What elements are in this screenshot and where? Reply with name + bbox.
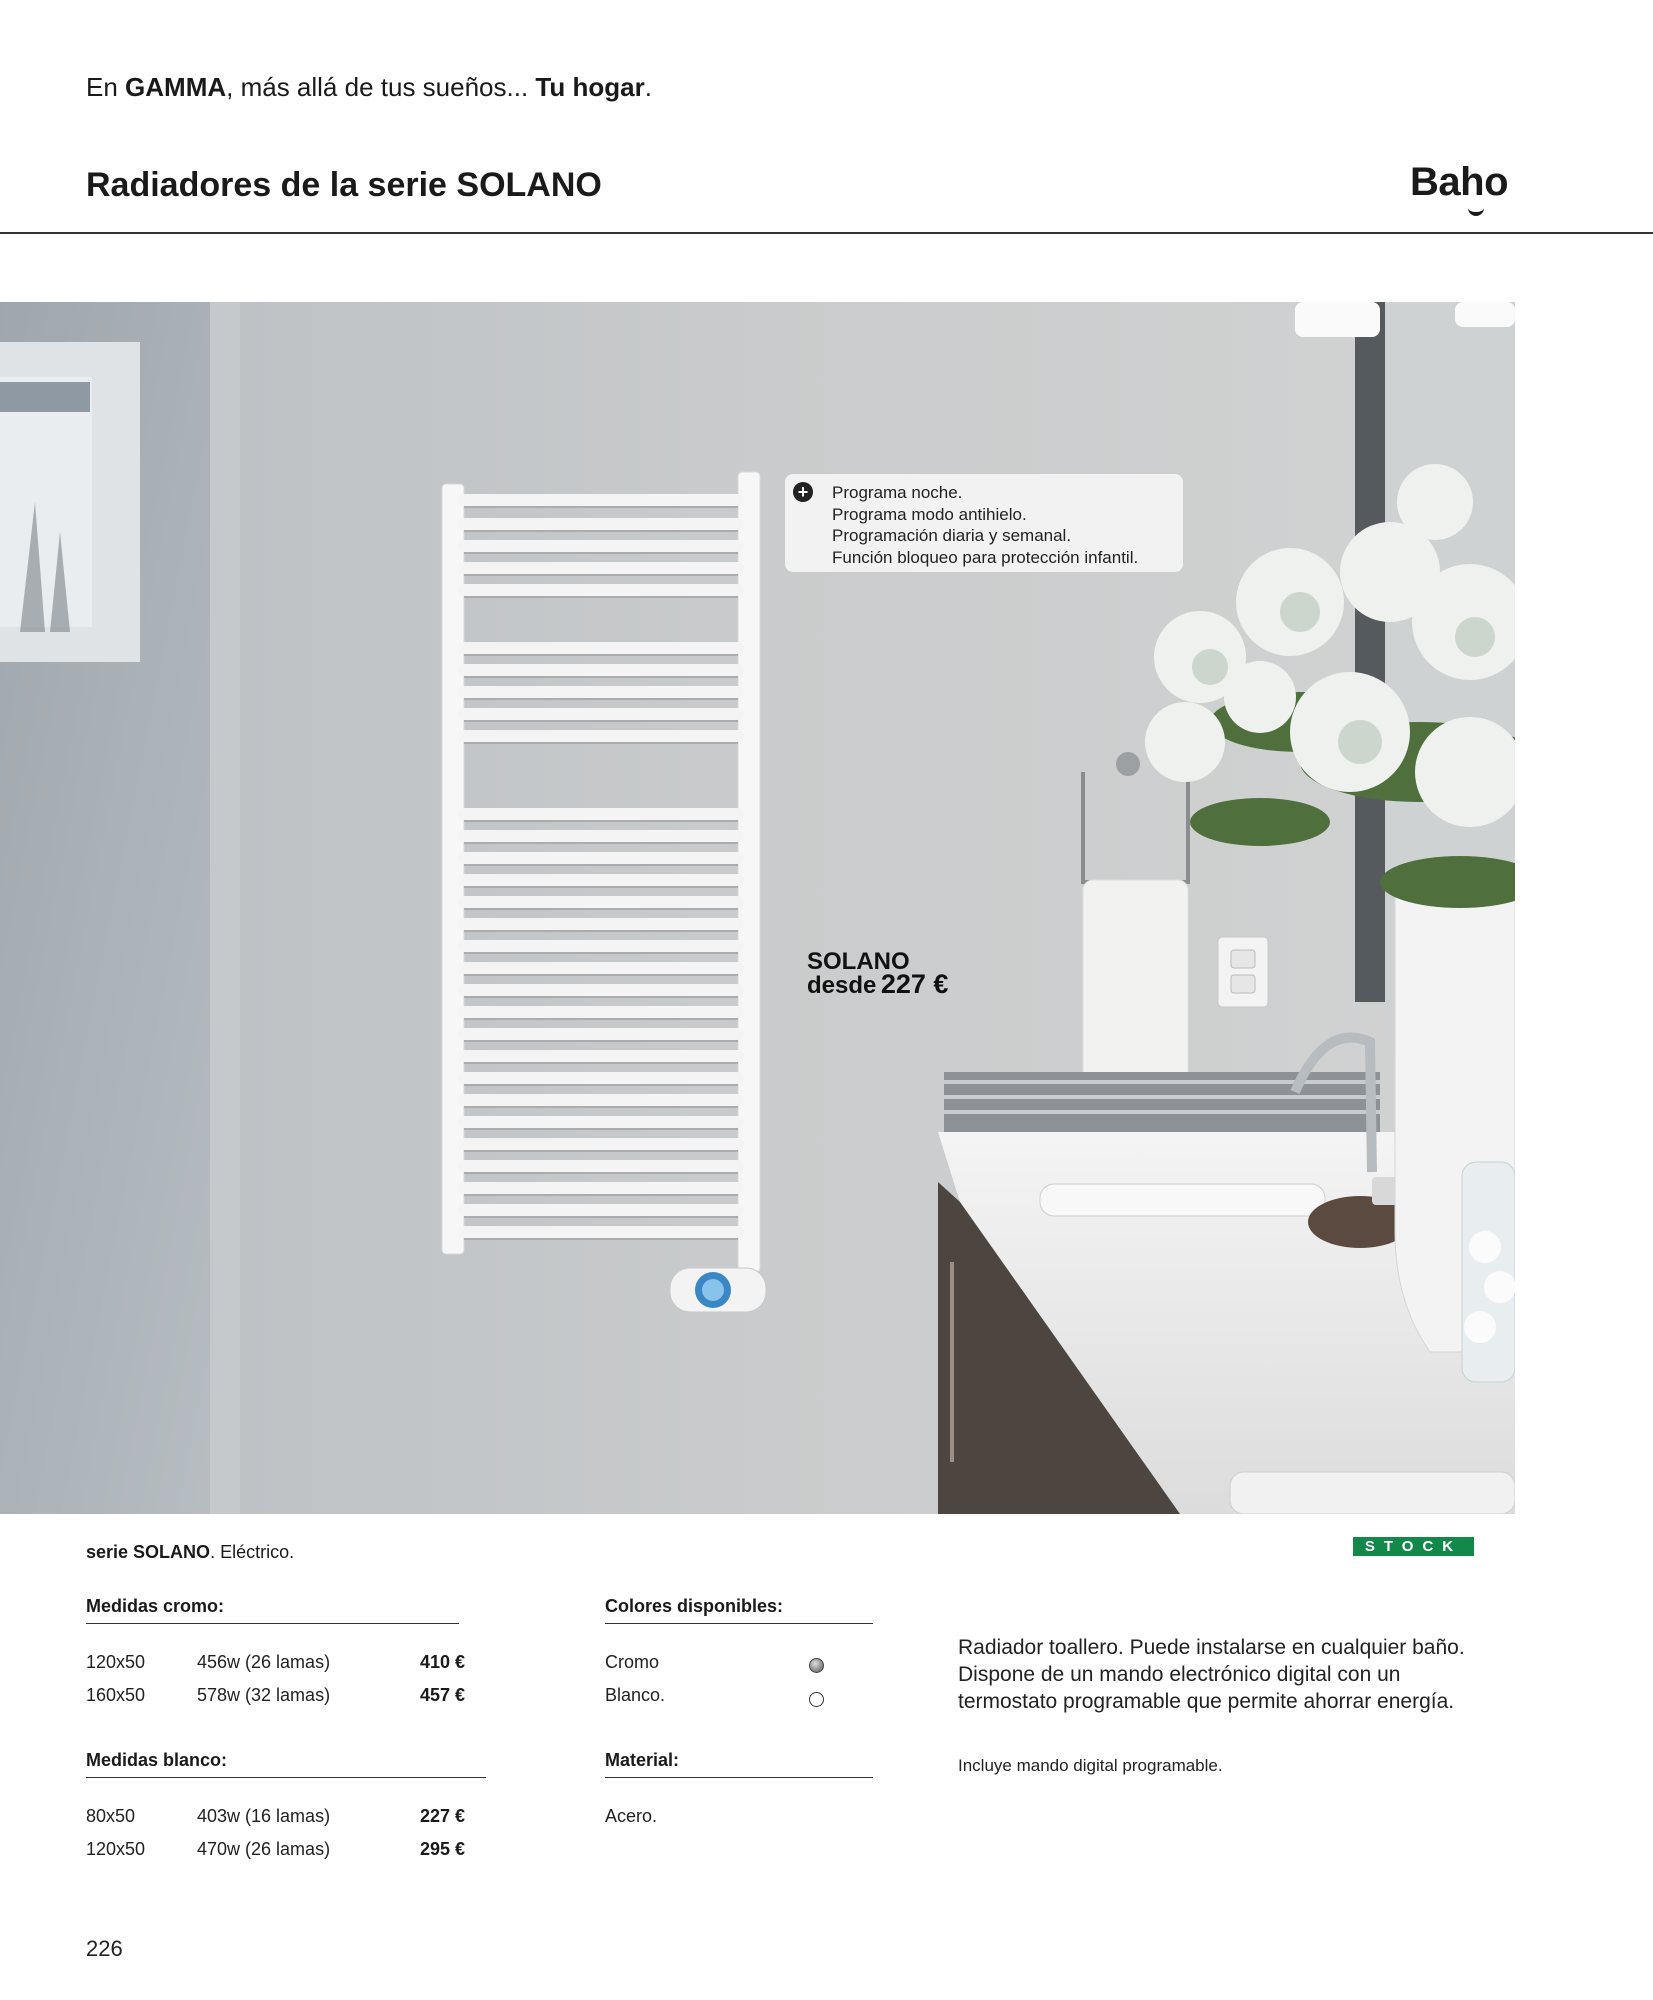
feature-item: Programa noche. bbox=[832, 483, 963, 502]
table-cell-price: 457 € bbox=[419, 1685, 465, 1705]
section-logo: Baho bbox=[1410, 160, 1520, 220]
colors-rule bbox=[605, 1623, 873, 1624]
color-label-cromo: Cromo bbox=[605, 1652, 660, 1672]
table-cell-price: 410 € bbox=[419, 1652, 465, 1672]
material-value: Acero. bbox=[605, 1806, 658, 1826]
product-description: Radiador toallero. Puede instalarse en cualquier baño. Dispone de un mando electrónico digital con un termostato programable que permite ahorrar energía. bbox=[958, 1636, 1465, 1713]
color-label-blanco: Blanco. bbox=[605, 1685, 666, 1705]
table-cell-price: 295 € bbox=[419, 1839, 465, 1859]
table-cell-price: 227 € bbox=[419, 1806, 465, 1826]
stock-badge: STOCK bbox=[1353, 1537, 1474, 1556]
feature-item: Programación diaria y semanal. bbox=[832, 526, 1072, 545]
material-rule bbox=[605, 1777, 873, 1778]
hero-image bbox=[0, 302, 1515, 1514]
features-callout bbox=[785, 474, 1183, 572]
smile-icon bbox=[1468, 204, 1484, 216]
page-title: Radiadores de la serie SOLANO bbox=[86, 166, 602, 204]
table-cell-power: 578w (32 lamas) bbox=[197, 1685, 331, 1705]
table-cell-size: 80x50 bbox=[86, 1806, 136, 1826]
header-divider bbox=[0, 232, 1653, 234]
chrome-swatch-icon bbox=[809, 1658, 824, 1673]
table-cell-size: 160x50 bbox=[86, 1685, 146, 1705]
material-heading: Material: bbox=[605, 1750, 680, 1770]
features-list bbox=[832, 482, 1138, 568]
table-cell-power: 456w (26 lamas) bbox=[197, 1652, 331, 1672]
colors-heading: Colores disponibles: bbox=[605, 1596, 784, 1616]
measures-chrome-rule bbox=[86, 1623, 459, 1624]
price-tag-name: SOLANO bbox=[807, 948, 910, 975]
plus-icon: + bbox=[793, 482, 813, 502]
measures-white-heading: Medidas blanco: bbox=[86, 1750, 228, 1770]
feature-item: Función bloqueo para protección infantil. bbox=[832, 547, 1139, 567]
table-cell-power: 403w (16 lamas) bbox=[197, 1806, 331, 1826]
table-cell-power: 470w (26 lamas) bbox=[197, 1839, 331, 1859]
price-tag bbox=[807, 950, 948, 1000]
white-swatch-icon bbox=[809, 1692, 824, 1707]
tagline: En GAMMA, más allá de tus sueños... Tu hogar. bbox=[86, 72, 652, 102]
page-number: 226 bbox=[86, 1936, 123, 1961]
price-tag-amount: 227 € bbox=[880, 969, 949, 999]
table-cell-size: 120x50 bbox=[86, 1839, 146, 1859]
includes-note: Incluye mando digital programable. bbox=[958, 1756, 1223, 1775]
measures-chrome-heading: Medidas cromo: bbox=[86, 1596, 225, 1616]
table-cell-size: 120x50 bbox=[86, 1652, 146, 1672]
price-tag-from: desde bbox=[807, 972, 877, 999]
series-caption: serie SOLANO. Eléctrico. bbox=[86, 1542, 295, 1562]
feature-item: Programa modo antihielo. bbox=[832, 504, 1027, 524]
measures-white-rule bbox=[86, 1777, 486, 1778]
